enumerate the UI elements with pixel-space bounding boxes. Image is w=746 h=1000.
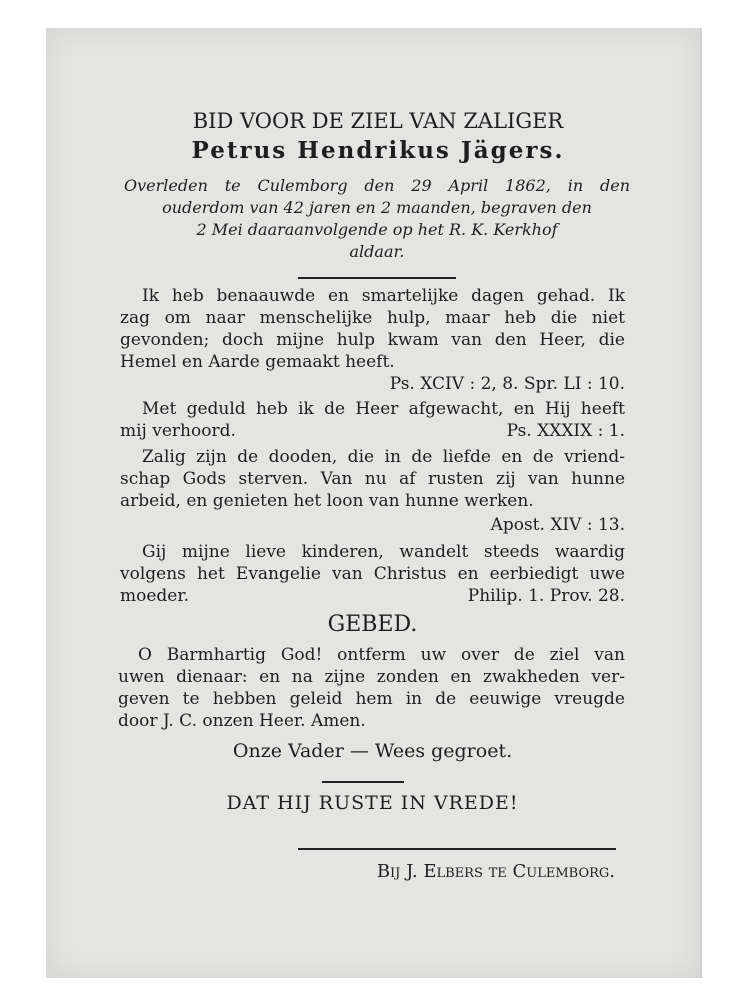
verse-line: volgens het Evangelie van Christus en eerbiedigt uwe <box>120 564 625 584</box>
verse-line: Hemel en Aarde gemaakt heeft. <box>120 352 395 372</box>
divider <box>298 277 456 279</box>
verse-line: Zalig zijn de dooden, die in de liefde en de vriend- <box>142 447 625 467</box>
verse-line: arbeid, en genieten het loon van hunne werken. <box>120 491 534 511</box>
verse-reference: Philip. 1. Prov. 28. <box>467 586 625 606</box>
divider <box>298 848 616 850</box>
prayer-line: O Barmhartig God! ontferm uw over de ziel van <box>138 645 625 665</box>
verse-line: Gij mijne lieve kinderen, wandelt steeds waardig <box>142 542 625 562</box>
verse-line: gevonden; doch mijne hulp kwam van den Heer, die <box>120 330 625 350</box>
details-line: aldaar. <box>349 242 405 261</box>
prayer-line: door J. C. onzen Heer. Amen. <box>118 711 366 731</box>
verse-reference: Apost. XIV : 13. <box>490 515 625 535</box>
details-line: Overleden te Culemborg den 29 April 1862, in den <box>124 176 630 195</box>
printer-imprint: Bij J. Elbers te Culemborg. <box>376 861 615 882</box>
verse-line: mij verhoord. <box>120 421 236 441</box>
verse-line: schap Gods sterven. Van nu af rusten zij van hunne <box>120 469 625 489</box>
verse-reference: Ps. XCIV : 2, 8. Spr. LI : 10. <box>389 374 625 394</box>
verse-line: Met geduld heb ik de Heer afgewacht, en Hij heeft <box>142 399 625 419</box>
prayer-line: uwen dienaar: en na zijne zonden en zwakheden ver- <box>118 667 625 687</box>
card-title: BID VOOR DE ZIEL VAN ZALIGER <box>192 109 564 133</box>
verse-line: Ik heb benaauwde en smartelijke dagen gehad. Ik <box>142 286 625 306</box>
deceased-name: Petrus Hendrikus Jägers. <box>191 137 565 164</box>
verse-reference: Ps. XXXIX : 1. <box>506 421 625 441</box>
prayer-heading: GEBED. <box>327 612 418 637</box>
verse-line: zag om naar menschelijke hulp, maar heb die niet <box>120 308 625 328</box>
divider <box>322 781 404 783</box>
verse-line: moeder. <box>120 586 190 606</box>
details-line: ouderdom van 42 jaren en 2 maanden, begraven den <box>162 198 592 217</box>
details-line: 2 Mei daaraanvolgende op het R. K. Kerkhof <box>196 220 558 239</box>
rest-in-peace: DAT HIJ RUSTE IN VREDE! <box>226 792 519 814</box>
prayer-closing: Onze Vader — Wees gegroet. <box>232 740 513 762</box>
prayer-line: geven te hebben geleid hem in de eeuwige vreugde <box>118 689 625 709</box>
